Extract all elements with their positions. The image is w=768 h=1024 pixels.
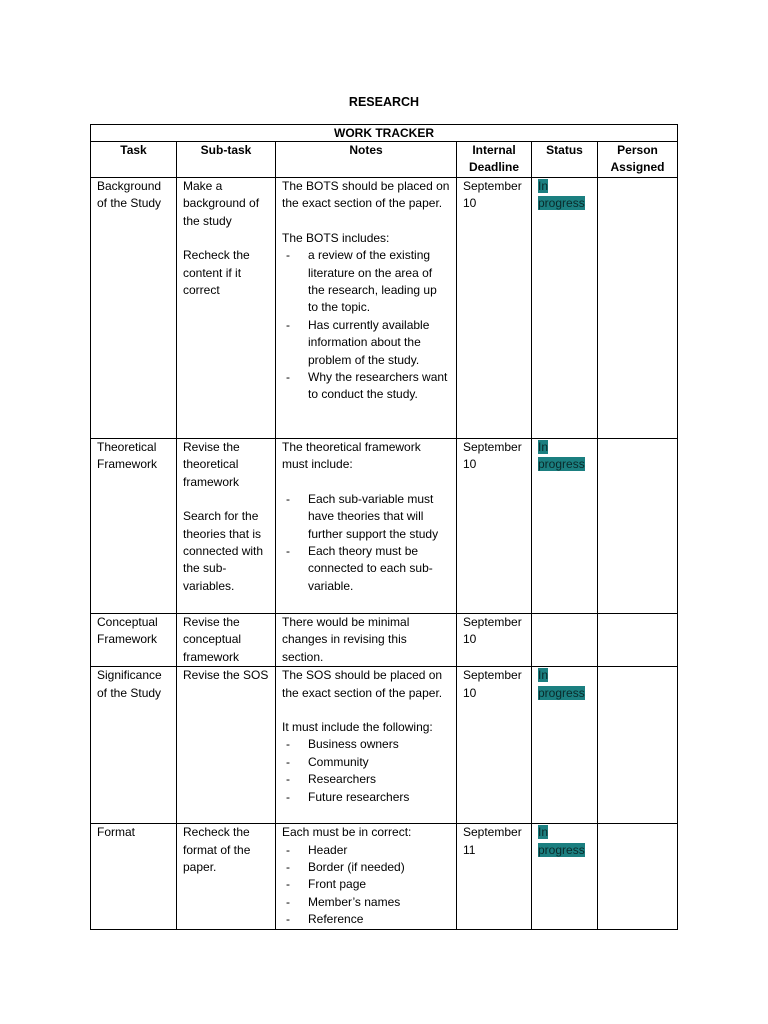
task-cell: Format <box>91 824 177 929</box>
notes-cell <box>276 824 457 929</box>
table-caption-row <box>91 125 678 142</box>
subtask-cell <box>177 439 276 614</box>
status-badge: In progress <box>538 179 585 211</box>
status-cell <box>532 824 598 929</box>
table-row <box>91 667 678 824</box>
deadline-cell: September 11 <box>457 824 532 929</box>
person-cell <box>598 667 678 824</box>
subtask-cell <box>177 614 276 667</box>
header-subtask: Sub-task <box>177 142 276 178</box>
table-row <box>91 614 678 667</box>
subtask-text: Recheck the content if it correct <box>183 248 250 298</box>
status-badge: In progress <box>538 440 585 472</box>
list-item: - Researchers <box>282 771 450 788</box>
subtask-cell <box>177 824 276 929</box>
notes-intro: The SOS should be placed on the exact section of the paper. <box>282 668 443 700</box>
person-cell <box>598 178 678 439</box>
list-item: - Business owners <box>282 736 450 753</box>
subtask-cell <box>177 667 276 824</box>
list-item: - Has currently available information about the problem of the study. <box>282 317 450 369</box>
person-cell <box>598 439 678 614</box>
table-caption: WORK TRACKER <box>91 125 678 142</box>
deadline-cell: September 10 <box>457 178 532 439</box>
notes-list <box>282 736 450 806</box>
header-deadline <box>457 142 532 178</box>
status-cell <box>532 439 598 614</box>
subtask-text: Revise the conceptual framework <box>183 615 242 664</box>
notes-lead: It must include the following: <box>282 720 433 735</box>
status-badge: In progress <box>538 825 585 857</box>
subtask-text: Recheck the format of the paper. <box>183 825 251 875</box>
list-item: - Member’s names <box>282 894 450 911</box>
notes-list <box>282 247 450 404</box>
header-person-line2: Assigned <box>610 160 665 175</box>
notes-cell <box>276 439 457 614</box>
subtask-text: Revise the SOS <box>183 668 269 683</box>
notes-intro: There would be minimal changes in revising this section. <box>282 615 410 664</box>
deadline-cell: September 10 <box>457 439 532 614</box>
subtask-text: Search for the theories that is connected with the sub-variables. <box>183 509 264 593</box>
header-notes: Notes <box>276 142 457 178</box>
work-tracker-table <box>90 124 678 930</box>
subtask-text: Make a background of the study <box>183 179 260 228</box>
task-cell: Theoretical Framework <box>91 439 177 614</box>
table-row <box>91 439 678 614</box>
list-item: - Reference <box>282 911 450 928</box>
deadline-cell: September 10 <box>457 614 532 667</box>
list-item: - Why the researchers want to conduct the study. <box>282 369 450 404</box>
header-deadline-line1: Internal <box>472 143 516 157</box>
list-item: - Border (if needed) <box>282 859 450 876</box>
subtask-text: Revise the theoretical framework <box>183 440 240 489</box>
notes-cell <box>276 667 457 824</box>
status-badge: In progress <box>538 668 585 700</box>
notes-list <box>282 842 450 929</box>
table-row <box>91 824 678 929</box>
list-item: - Each sub-variable must have theories that will further support the study <box>282 491 450 543</box>
table-row <box>91 178 678 439</box>
notes-intro: The BOTS should be placed on the exact section of the paper. <box>282 179 450 211</box>
status-cell <box>532 614 598 667</box>
header-task: Task <box>91 142 177 178</box>
task-cell: Background of the Study <box>91 178 177 439</box>
deadline-cell: September 10 <box>457 667 532 824</box>
person-cell <box>598 614 678 667</box>
person-cell <box>598 824 678 929</box>
task-cell: Significance of the Study <box>91 667 177 824</box>
notes-lead: The BOTS includes: <box>282 230 390 245</box>
notes-cell <box>276 178 457 439</box>
list-item: - Front page <box>282 876 450 893</box>
list-item: - Future researchers <box>282 789 450 806</box>
subtask-cell <box>177 178 276 439</box>
notes-list <box>282 491 450 595</box>
header-deadline-line2: Deadline <box>468 160 519 175</box>
status-cell <box>532 178 598 439</box>
list-item: - Each theory must be connected to each sub-variable. <box>282 543 450 595</box>
document-title: RESEARCH <box>348 95 420 109</box>
task-cell: Conceptual Framework <box>91 614 177 667</box>
list-item: - Header <box>282 842 450 859</box>
notes-lead: Each must be in correct: <box>282 825 412 840</box>
header-person-line1: Person <box>617 143 658 157</box>
list-item: - Community <box>282 754 450 771</box>
header-status: Status <box>532 142 598 178</box>
header-person <box>598 142 678 178</box>
status-cell <box>532 667 598 824</box>
notes-cell <box>276 614 457 667</box>
list-item: - a review of the existing literature on the area of the research, leading up to the topic. <box>282 247 450 317</box>
table-header-row <box>91 142 678 178</box>
notes-lead: The theoretical framework must include: <box>282 440 421 472</box>
